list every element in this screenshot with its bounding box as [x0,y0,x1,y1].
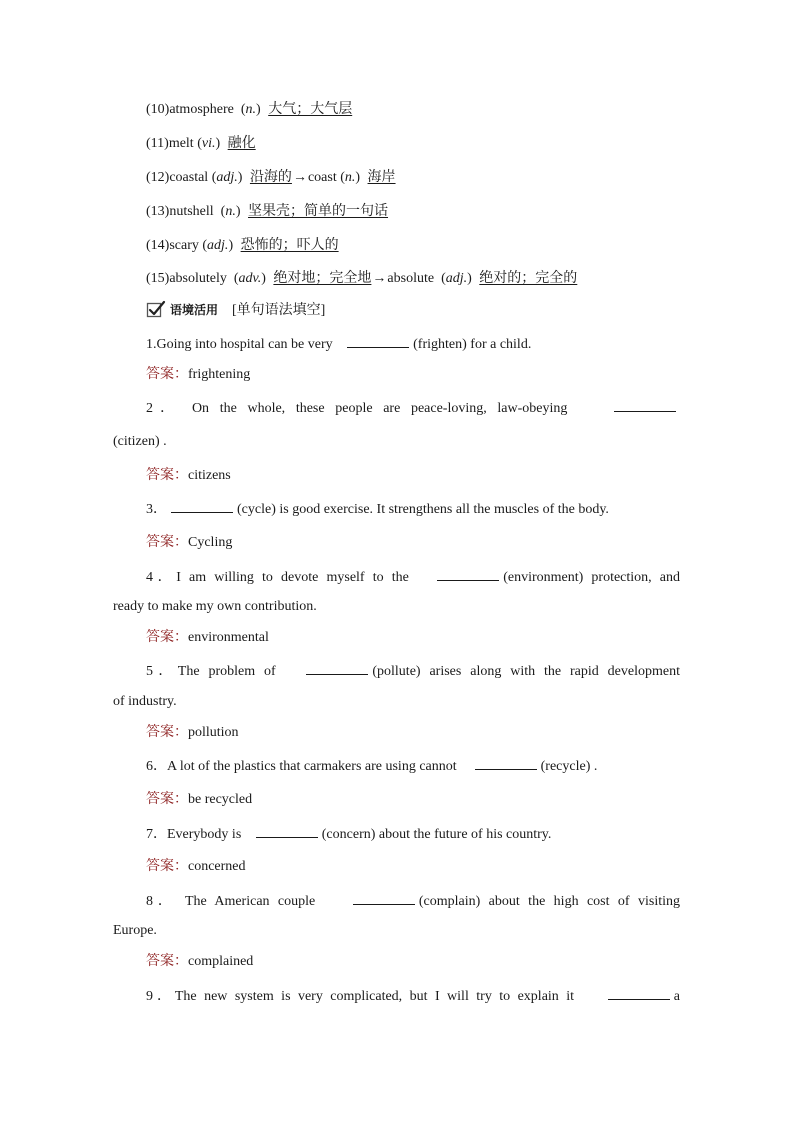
vocab-item: (10)atmosphere (n.) 大气；大气层 [146,102,353,117]
question-9: 9．The new system is very complicated, but I will try to explain it a [146,989,680,1004]
question-2: 2． On the whole, these people are peace-loving, law-obeying [146,399,680,418]
answer-line: 答案：Cycling [146,535,233,550]
answer-blank [171,500,233,513]
vocab-item: (15)absolutely (adv.) 绝对地；完全地→absolute (adj.) 绝对的；完全的 [146,271,578,286]
vocab-item: (14)scary (adj.) 恐怖的；吓人的 [146,238,339,253]
vocab-item: (12)coastal (adj.) 沿海的→coast (n.) 海岸 [146,170,396,185]
answer-blank [608,987,670,1000]
answer-line: 答案：pollution [146,725,239,740]
answer-line: 答案：citizens [146,468,231,483]
section-header [146,299,325,319]
question-continuation: (citizen) . [113,434,167,449]
vocab-item: (13)nutshell (n.) 坚果壳；简单的一句话 [146,204,389,219]
section-badge: 语境活用 [170,302,219,317]
question-5: 5．The problem of (pollute) arises along with the rapid development [146,664,680,679]
question-continuation: ready to make my own contribution. [113,599,317,614]
answer-line: 答案：be recycled [146,792,253,807]
answer-blank [347,335,409,348]
question-7: 7．Everybody is (concern) about the future of his country. [146,827,552,842]
answer-blank [256,825,318,838]
arrow-icon: → [372,271,387,286]
answer-line: 答案：complained [146,954,254,969]
section-title: [单句语法填空] [232,303,326,318]
checkmark-icon [146,300,166,318]
answer-line: 答案：frightening [146,367,251,382]
answer-line: 答案：environmental [146,630,269,645]
question-1: 1.Going into hospital can be very (frighten) for a child. [146,337,532,352]
question-continuation: of industry. [113,694,177,709]
question-6: 6．A lot of the plastics that carmakers are using cannot (recycle) . [146,759,598,774]
answer-blank [614,399,676,412]
answer-blank [306,662,368,675]
answer-blank [475,757,537,770]
question-8: 8． The American couple (complain) about the high cost of visiting [146,894,680,909]
arrow-icon: → [292,170,307,185]
answer-blank [437,568,499,581]
question-4: 4．I am willing to devote myself to the (environment) protection, and [146,570,680,585]
answer-blank [353,892,415,905]
vocab-item: (11)melt (vi.) 融化 [146,136,256,151]
question-3: 3． (cycle) is good exercise. It strengthens all the muscles of the body. [146,502,609,517]
answer-line: 答案：concerned [146,859,246,874]
question-continuation: Europe. [113,923,157,938]
